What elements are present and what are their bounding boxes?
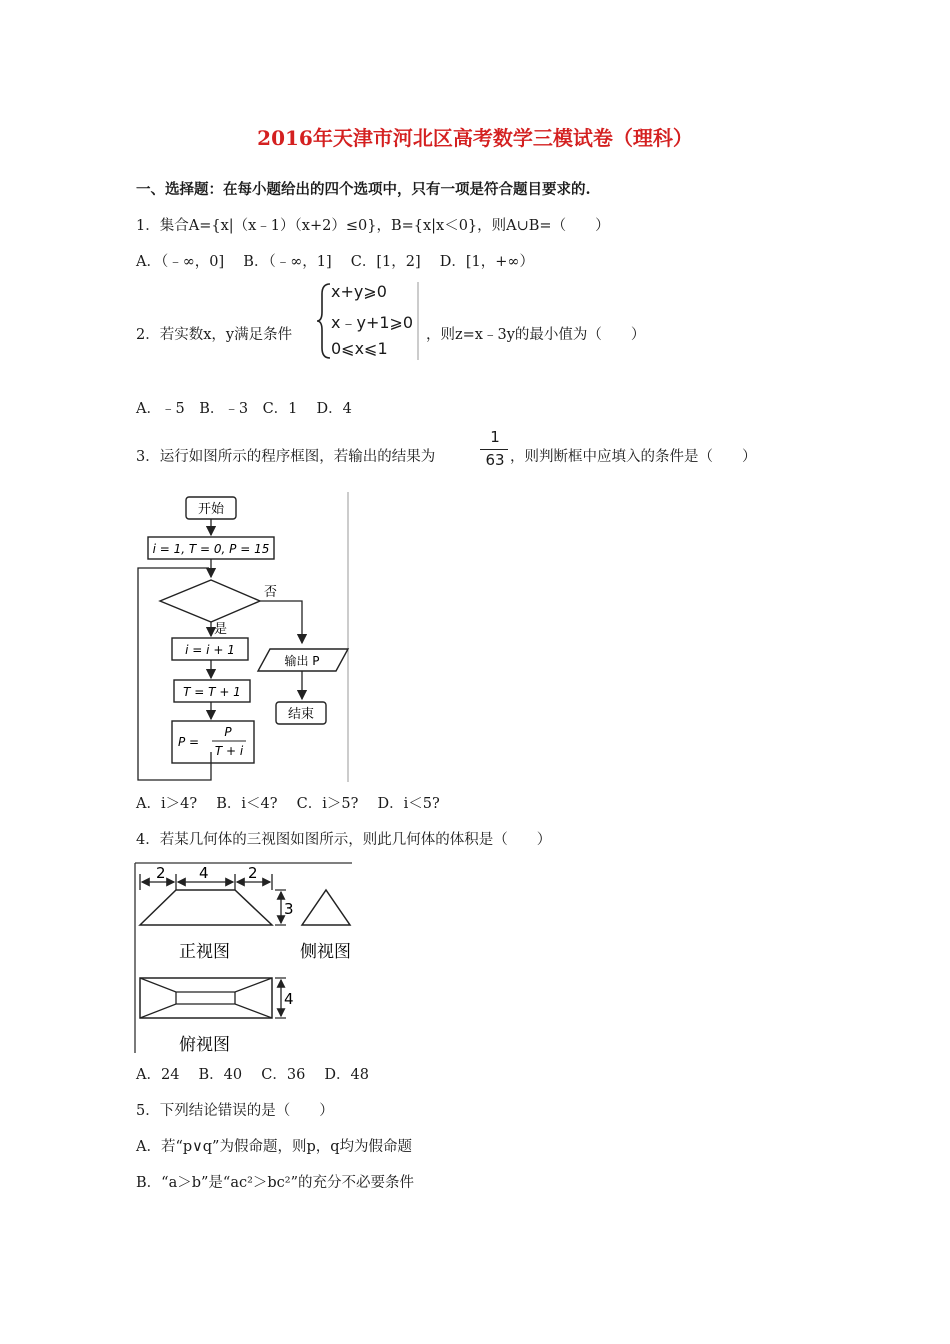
step-p-den: T + i: [214, 744, 244, 758]
fraction-numerator: 1: [490, 428, 500, 446]
dim-height: 3: [284, 900, 294, 918]
fraction-denominator: 63: [485, 451, 505, 469]
yes-label: 是: [214, 622, 228, 637]
top-view-label: 俯视图: [179, 1035, 230, 1054]
output-label: 输出 P: [284, 654, 320, 668]
flowchart: [130, 490, 355, 785]
decision-diamond: [160, 580, 260, 622]
condition-1: x+y⩾0: [331, 282, 387, 301]
dim-left: 2: [156, 864, 166, 882]
side-view-triangle: [302, 890, 350, 925]
question-1: 1．集合A={x|（x﹣1）（x+2）≤0}，B={x|x＜0}，则A∪B=（ ）: [136, 218, 610, 234]
step-t-label: T = T + 1: [183, 685, 241, 699]
front-view-label: 正视图: [179, 942, 230, 962]
question-5-option-b: B．“a＞b”是“ac²＞bc²”的充分不必要条件: [136, 1175, 415, 1191]
question-3-prefix: 3．运行如图所示的程序框图，若输出的结果为: [136, 449, 436, 465]
front-view-trapezoid: [140, 890, 272, 925]
step-p-lhs: P =: [178, 735, 200, 749]
dim-right: 2: [248, 864, 258, 882]
section-heading: 一、选择题：在每小题给出的四个选项中，只有一项是符合题目要求的.: [136, 181, 591, 198]
fraction-bar: [480, 449, 508, 450]
condition-2: x﹣y+1⩾0: [331, 313, 414, 332]
no-label: 否: [264, 585, 278, 600]
question-5-option-a: A．若“p∨q”为假命题，则p，q均为假命题: [136, 1139, 413, 1155]
question-4-options: A．24 B．40 C．36 D．48: [136, 1067, 369, 1083]
start-label: 开始: [197, 502, 225, 517]
question-1-options: A．（﹣∞，0] B．（﹣∞，1] C．[1，2] D．[1，+∞）: [136, 254, 534, 270]
three-view-figure: [134, 862, 354, 1054]
question-2-suffix: ，则z=x﹣3y的最小值为（ ）: [426, 327, 646, 343]
top-view-rect: [140, 978, 272, 1018]
step-p-num: P: [224, 725, 232, 739]
question-4: 4．若某几何体的三视图如图所示，则此几何体的体积是（ ）: [136, 832, 552, 848]
question-3-suffix: ，则判断框中应填入的条件是（ ）: [510, 449, 757, 465]
page-title: 2016年天津市河北区高考数学三模试卷（理科）: [257, 126, 693, 150]
question-5: 5．下列结论错误的是（ ）: [136, 1103, 334, 1119]
end-label: 结束: [287, 707, 315, 722]
step-i-label: i = i + 1: [185, 643, 235, 657]
question-3-options: A．i＞4? B．i＜4? C．i＞5? D．i＜5?: [136, 796, 440, 812]
dim-depth: 4: [284, 990, 294, 1008]
dim-middle: 4: [199, 864, 209, 882]
question-2-options: A．﹣5 B．﹣3 C．1 D．4: [136, 401, 352, 417]
condition-3: 0⩽x⩽1: [331, 339, 388, 358]
side-view-label: 侧视图: [300, 942, 351, 962]
init-label: i = 1, T = 0, P = 15: [152, 542, 270, 556]
question-2-prefix: 2．若实数x，y满足条件: [136, 327, 293, 343]
